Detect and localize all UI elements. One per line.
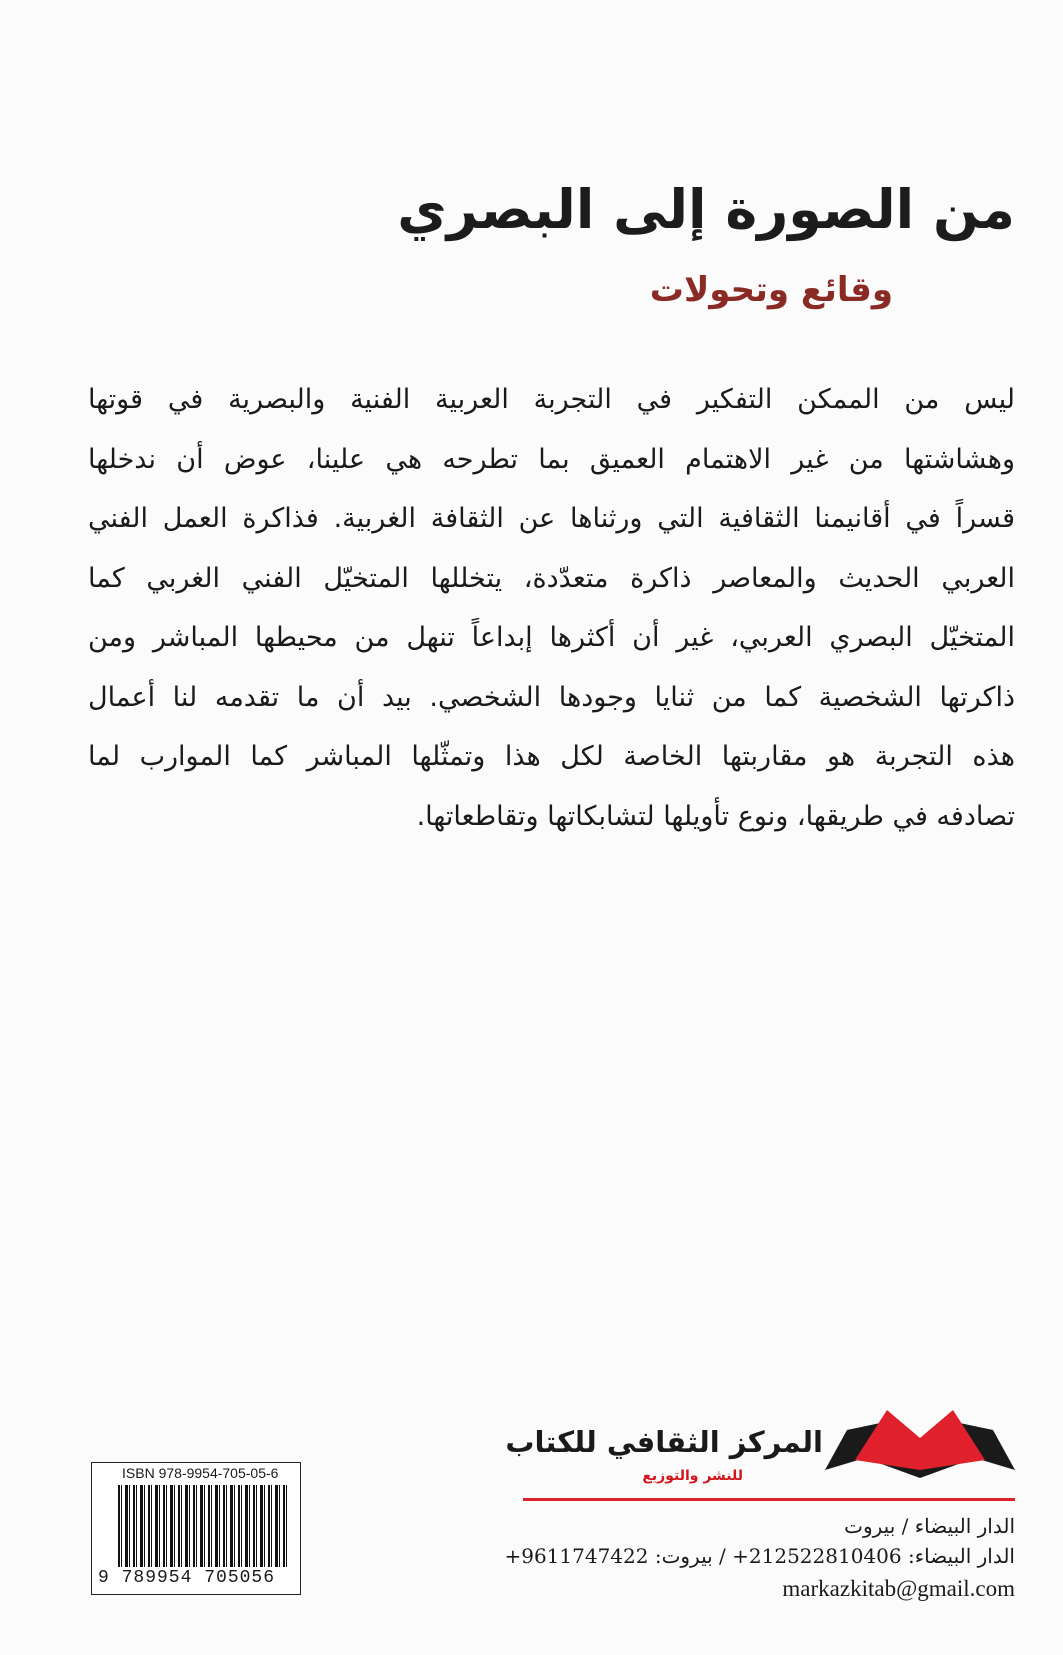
open-book-logo-icon: [825, 1408, 1015, 1478]
blurb-line: العربي الحديث والمعاصر ذاكرة متعدّدة، يتخللها المتخيّل الفني الغربي كما: [88, 562, 1015, 594]
blurb-line: تصادفه في طريقها، ونوع تأويلها لتشابكاتها وتقاطعاتها.: [416, 800, 1015, 832]
blurb-line: قسراً في أقانيمنا الثقافية التي ورثناها عن الثقافة الغربية. فذاكرة العمل الفني: [88, 503, 1015, 534]
publisher-email: markazkitab@gmail.com: [782, 1576, 1015, 1601]
publisher-name: المركز الثقافي للكتاب: [505, 1425, 823, 1459]
blurb-line: ليس من الممكن التفكير في التجربة العربية الفنية والبصرية في قوتها: [88, 384, 1015, 415]
book-subtitle: وقائع وتحولات: [649, 270, 893, 310]
divider: [523, 1498, 1015, 1501]
blurb-line: هذه التجربة هو مقاربتها الخاصة لكل هذا وتمثّلها المباشر كما الموارب لما: [88, 741, 1015, 772]
barcode-number: 9 789954 705056: [98, 1568, 276, 1588]
blurb-line: ذاكرتها الشخصية كما من ثنايا وجودها الشخصي. بيد أن ما تقدمه لنا أعمال: [88, 681, 1015, 713]
blurb-line: وهشاشتها من غير الاهتمام العميق بما تطرحه هي علينا، عوض أن ندخلها: [88, 443, 1015, 475]
barcode-bars: [118, 1485, 290, 1567]
isbn-barcode: [91, 1462, 301, 1595]
publisher-phones: الدار البيضاء: 212522810406+ / بيروت: 9611747422+: [504, 1544, 1015, 1568]
blurb: [88, 370, 1015, 846]
publisher-tagline: للنشر والتوزيع: [642, 1468, 743, 1484]
publisher-cities: الدار البيضاء / بيروت: [844, 1514, 1015, 1538]
blurb-line: المتخيّل البصري العربي، غير أن أكثرها إبداعاً تنهل من محيطها المباشر ومن: [88, 622, 1015, 653]
isbn-label: ISBN 978-9954-705-05-6: [122, 1465, 279, 1481]
book-title: من الصورة إلى البصري: [397, 178, 1015, 241]
